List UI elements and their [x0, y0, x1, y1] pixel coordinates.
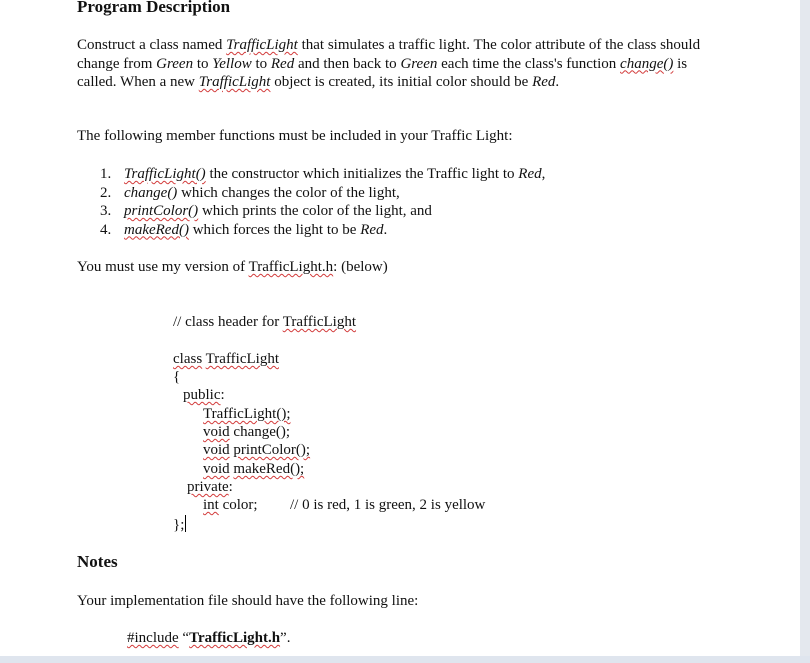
notes-heading: Notes — [77, 552, 118, 571]
intro-paragraph: Construct a class named TrafficLight that simulates a traffic light. The color attribute of the class should change from Green to Yellow to Red and then back to Green each time the class's function change() is called. When a new TrafficLight object is created, its initial color should be Red. — [77, 37, 701, 90]
use-version-line: You must use my version of TrafficLight.h: (below) — [77, 259, 388, 275]
code-private: private: — [187, 479, 233, 495]
list-item: 2. change() which changes the color of the light, — [100, 184, 400, 201]
code-class-decl: class TrafficLight — [173, 351, 279, 367]
window-right-edge — [800, 0, 810, 663]
code-comment: // class header for TrafficLight — [173, 314, 357, 330]
page-title: Program Description — [77, 0, 231, 16]
list-item: 4. makeRed() which forces the light to be Red. — [100, 221, 388, 238]
code-open-brace: { — [173, 369, 181, 385]
list-item: 3. printColor() which prints the color of the light, and — [100, 203, 432, 219]
code-method-change: void change(); — [203, 424, 291, 440]
member-function-list — [100, 165, 545, 239]
code-close-brace[interactable]: }; — [173, 517, 185, 533]
include-line: #include “TrafficLight.h”. — [127, 630, 291, 646]
code-constructor: TrafficLight(); — [203, 406, 291, 422]
list-item: 1. TrafficLight() the constructor which initializes the Traffic light to Red, — [100, 166, 546, 182]
code-public: public: — [183, 387, 225, 403]
window-bottom-edge — [0, 656, 810, 663]
class-name: TrafficLight — [226, 37, 298, 53]
members-intro: The following member functions must be included in your Traffic Light: — [77, 128, 513, 144]
code-method-makered: void makeRed(); — [203, 461, 305, 477]
code-method-printcolor: void printColor(); — [203, 442, 311, 458]
text-cursor — [185, 515, 186, 532]
code-field-comment: // 0 is red, 1 is green, 2 is yellow — [290, 497, 486, 513]
code-field: int color; — [203, 497, 258, 513]
notes-text: Your implementation file should have the following line: — [77, 593, 419, 609]
